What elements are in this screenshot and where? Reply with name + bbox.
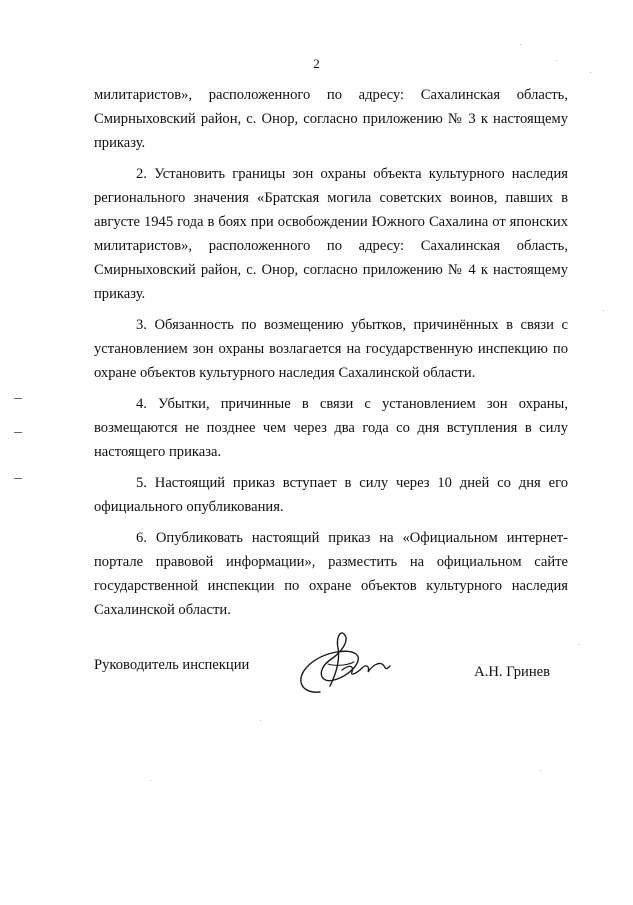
signatory-title: Руководитель инспекции: [94, 657, 250, 673]
paragraph-continuation: милитаристов», расположенного по адресу: Сахалинская область, Смирныховский район, с. Онор, согласно приложению № 3 к настоящему приказу.: [94, 87, 568, 151]
scan-speckle: [260, 720, 261, 721]
scan-speckle: [520, 44, 521, 45]
handwritten-signature: [290, 630, 400, 702]
paragraph-2: 2. Установить границы зон охраны объекта культурного наследия регионального значения «Братская могила советских воинов, павших в августе 1945 года в боях при освобождении Южного Сахалина от японских милитаристов», расположенного по адресу: Сахалинская область, Смирныховский район, с. Онор, согласно приложению № 4 к настоящему приказу.: [94, 166, 568, 302]
signatory-name: А.Н. Гринев: [474, 664, 550, 680]
scan-speckle: [603, 310, 604, 311]
margin-mark: [14, 478, 22, 479]
paragraph-5: 5. Настоящий приказ вступает в силу через 10 дней со дня его официального опубликования.: [94, 475, 568, 515]
signature-block: [94, 630, 568, 710]
scan-speckle: [556, 60, 557, 61]
scan-speckle: [150, 780, 151, 781]
paragraph-3: 3. Обязанность по возмещению убытков, причинённых в связи с установлением зон охраны возлагается на государственную инспекцию по охране объектов культурного наследия Сахалинской области.: [94, 317, 568, 381]
scan-speckle: [540, 770, 541, 771]
margin-mark: [14, 398, 22, 399]
margin-mark: [14, 432, 22, 433]
scan-speckle: [578, 644, 579, 645]
document-body: [94, 83, 568, 629]
paragraph-4: 4. Убытки, причинные в связи с установлением зон охраны, возмещаются не позднее чем через два года со дня вступления в силу настоящего приказа.: [94, 396, 568, 460]
paragraph-6: 6. Опубликовать настоящий приказ на «Официальном интернет-портале правовой информации», разместить на официальном сайте государственной инспекции по охране объектов культурного наследия Сахалинской области.: [94, 530, 568, 618]
scan-speckle: [590, 72, 591, 73]
page-number: 2: [313, 56, 320, 71]
